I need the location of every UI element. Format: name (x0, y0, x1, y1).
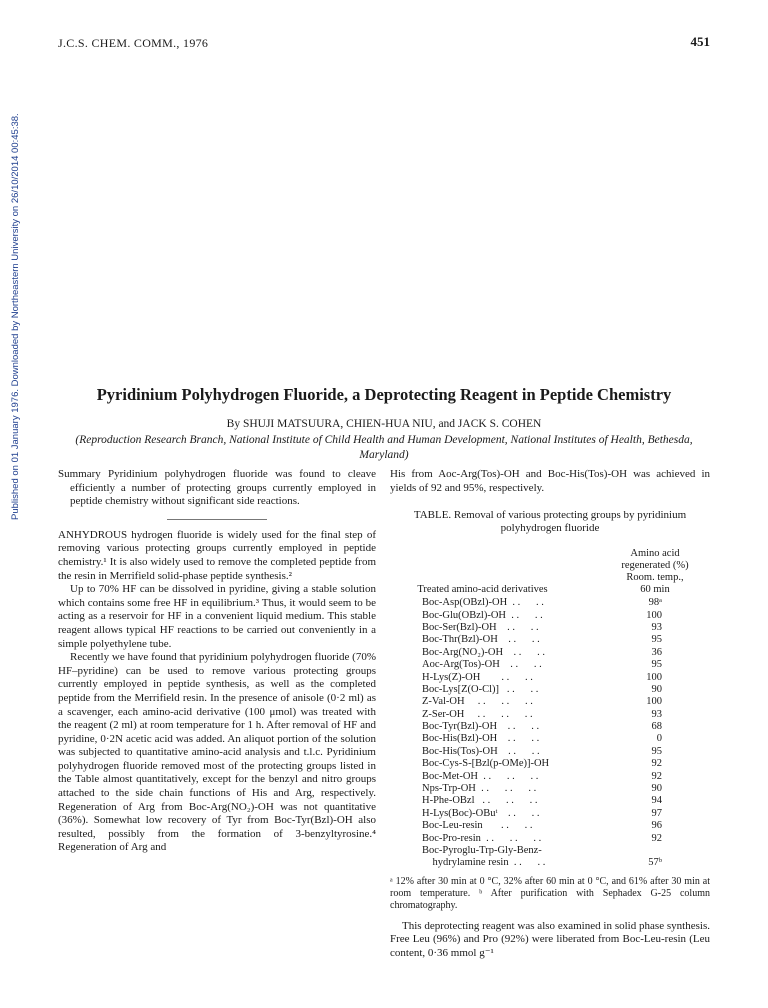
table-row (390, 783, 710, 795)
table-row (390, 833, 710, 845)
table-cell-value: 93 (651, 708, 662, 720)
table-cell-value: 0 (656, 733, 662, 745)
table-cell-derivative: Boc-Lys[Z(O-Cl)] . . . . (422, 683, 539, 695)
table-cell-derivative: Boc-Pyroglu-Trp-Gly-Benz- (422, 845, 542, 856)
body-paragraph: His from Aoc-Arg(Tos)-OH and Boc-His(Tos)-OH was achieved in yields of 92 and 95%, respectively. (390, 468, 710, 494)
table-body (390, 597, 710, 870)
table-row (390, 672, 710, 684)
running-head: J.C.S. CHEM. COMM., 1976 (58, 36, 209, 50)
table-row (390, 771, 710, 783)
table-cell-value: 94 (651, 795, 662, 807)
table-cell-derivative: Boc-His(Bzl)-OH . . . . (422, 733, 540, 745)
table-row (390, 634, 710, 646)
right-column (390, 468, 710, 961)
table-cell-value: 90 (651, 783, 662, 795)
table-cell-derivative: Boc-Thr(Bzl)-OH . . . . (422, 634, 540, 646)
table-caption (390, 509, 710, 535)
table-cell-value: 100 (646, 696, 662, 708)
table-cell-derivative: Boc-Cys-S-[Bzl(p-OMe)]-OH (422, 758, 550, 770)
table-cell-derivative: Boc-Ser(Bzl)-OH . . . . (422, 621, 539, 633)
table-row (390, 696, 710, 708)
table-cell-derivative: Boc-Asp(OBzl)-OH . . . . (422, 597, 544, 609)
table-cell-value: 100 (646, 671, 662, 683)
table-cell-value (628, 845, 670, 857)
table-caption-line: polyhydrogen fluoride (500, 522, 600, 535)
table-cell-value: 96 (651, 820, 662, 832)
table-cell-derivative: Boc-Arg(NO₂)-OH . . . . (422, 646, 546, 658)
body-paragraph: ANHYDROUS hydrogen fluoride is widely used for the final step of removing various protecting groups currently employed in peptide chemistry.¹ It is also widely used to remove the completed peptide from the resin in Merrifield solid-phase peptide synthesis.² (58, 528, 376, 582)
table-cell-value: 100 (646, 609, 662, 621)
table-cell-derivative: Boc-Glu(OBzl)-OH . . . . (422, 609, 543, 621)
table-caption-line: TABLE. Removal of various protecting groups by pyridinium (413, 509, 687, 522)
table-cell-derivative: Boc-His(Tos)-OH . . . . (422, 745, 540, 757)
table-cell-value: 98ᵃ (648, 597, 662, 609)
table-cell-value: 95 (651, 634, 662, 646)
table-cell-value: 90 (651, 683, 662, 695)
table-row (390, 746, 710, 758)
table-cell-derivative: H-Lys(Z)-OH . . . . (422, 671, 533, 683)
table-column-header: Treated amino-acid derivatives (417, 584, 548, 596)
table-cell-derivative: hydrylamine resin . . . . (422, 857, 546, 869)
page-number: 451 (690, 34, 710, 49)
table-row (390, 721, 710, 733)
table-row (390, 597, 710, 609)
article-title: Pyridinium Polyhydrogen Fluoride, a Deprotecting Reagent in Peptide Chemistry (96, 385, 672, 404)
table-cell-value: 92 (651, 758, 662, 770)
left-column (58, 468, 376, 855)
table-header-line: Amino acid (630, 548, 680, 560)
table-row (390, 820, 710, 832)
table-row (390, 845, 710, 857)
table-cell-derivative: Aoc-Arg(Tos)-OH . . . . (422, 659, 542, 671)
table-header-line: Room. temp., (626, 572, 684, 584)
table-row (390, 647, 710, 659)
table-row (390, 659, 710, 671)
table-cell-derivative: H-Lys(Boc)-OBuᵗ . . . . (422, 807, 540, 819)
summary-block (58, 468, 376, 509)
summary-text: Summary Pyridinium polyhydrogen fluoride was found to cleave efficiently a number of protecting groups currently employed in peptide chemistry without significant side reactions. (58, 468, 376, 508)
table-header-line: regenerated (%) (621, 560, 689, 572)
table-cell-derivative: Boc-Leu-resin . . . . (422, 820, 533, 832)
body-paragraph: Up to 70% HF can be dissolved in pyridine, giving a stable solution which contains some free HF in equilibrium.³ Thus, it would seem to be acting as a reservoir for HF in a convenient liquid medium. This stable reagent allows typical HF reactions to be carried out conveniently in a simple polyethylene tube. (58, 583, 376, 650)
table-column-header (600, 548, 710, 596)
table-cell-derivative: Boc-Tyr(Bzl)-OH . . . . (422, 721, 540, 733)
table-cell-value: 95 (651, 745, 662, 757)
body-paragraph: This deprotecting reagent was also examined in solid phase synthesis. Free Leu (96%) and Pro (92%) were liberated from Boc-Leu-resin (Leu content, 0·36 mmol g⁻¹ (390, 919, 710, 959)
table-cell-derivative: H-Phe-OBzl . . . . . . (422, 795, 538, 807)
table-row (390, 622, 710, 634)
table-cell-value: 95 (651, 659, 662, 671)
body-paragraph: Recently we have found that pyridinium polyhydrogen fluoride (70% HF–pyridine) can be used to remove various protecting groups currently employed in peptide synthesis, as well as the completed peptide from the Merrifield resin. In the presence of anisole (0·2 ml) as a scavenger, each amino-acid derivative (100 μmol) was treated with the reagent (2 ml) at room temperature for 1 h. After removal of HF and pyridine, 0·2N acetic acid was added. An aliquot portion of the solution was subjected to quantitative amino-acid analysis and t.l.c. Pyridinium polyhydrogen fluoride removed most of the protecting groups listed in the Table almost quantitatively, except for the benzyl and nitro groups attached to the side chain functions of His and Arg, respectively. Regeneration of Arg from Boc-Arg(NO₂)-OH was not quantitative (36%). Somewhat low recovery of Tyr from Boc-Tyr(Bzl)-OH also resulted, possibly from the formation of 3-benzyltyrosine.⁴ Regeneration of Arg and (58, 651, 376, 854)
table-cell-value: 36 (651, 646, 662, 658)
article-authors: By SHUJI MATSUURA, CHIEN-HUA NIU, and JACK S. COHEN (226, 418, 542, 430)
table-cell-derivative: Boc-Pro-resin . . . . . . (422, 832, 542, 844)
table-cell-derivative: Nps-Trp-OH . . . . . . (422, 783, 537, 795)
body-text (58, 529, 376, 855)
table-row (390, 733, 710, 745)
table-cell-value: 92 (651, 770, 662, 782)
table-row (390, 857, 710, 869)
table-cell-value: 93 (651, 621, 662, 633)
table-row (390, 795, 710, 807)
table-header (390, 548, 710, 596)
table-cell-derivative: Boc-Met-OH . . . . . . (422, 770, 539, 782)
table-cell-value: 57ᵇ (648, 857, 662, 869)
article-affiliation: (Reproduction Research Branch, National Institute of Child Health and Human Development, National Institutes of Health, Bethesda, Maryland) (75, 434, 693, 461)
table-header-line: 60 min (640, 584, 670, 596)
table-cell-derivative: Z-Ser-OH . . . . . . (422, 708, 533, 720)
table-row (390, 684, 710, 696)
download-notice: Published on 01 January 1976. Downloaded by Northeastern University on 26/10/2014 00:45:38. (10, 113, 21, 520)
section-divider (167, 519, 267, 520)
table-row (390, 758, 710, 770)
table-row (390, 610, 710, 622)
table-cell-derivative: Z-Val-OH . . . . . . (422, 696, 533, 708)
table-row (390, 709, 710, 721)
table-cell-value: 68 (651, 721, 662, 733)
table-row (390, 808, 710, 820)
table-cell-value: 97 (651, 807, 662, 819)
table-cell-value: 92 (651, 832, 662, 844)
table-footnote: ᵃ 12% after 30 min at 0 °C, 32% after 60 min at 0 °C, and 61% after 30 min at room temperature. ᵇ After purification with Sephadex G-25 column chromatography. (390, 875, 710, 911)
